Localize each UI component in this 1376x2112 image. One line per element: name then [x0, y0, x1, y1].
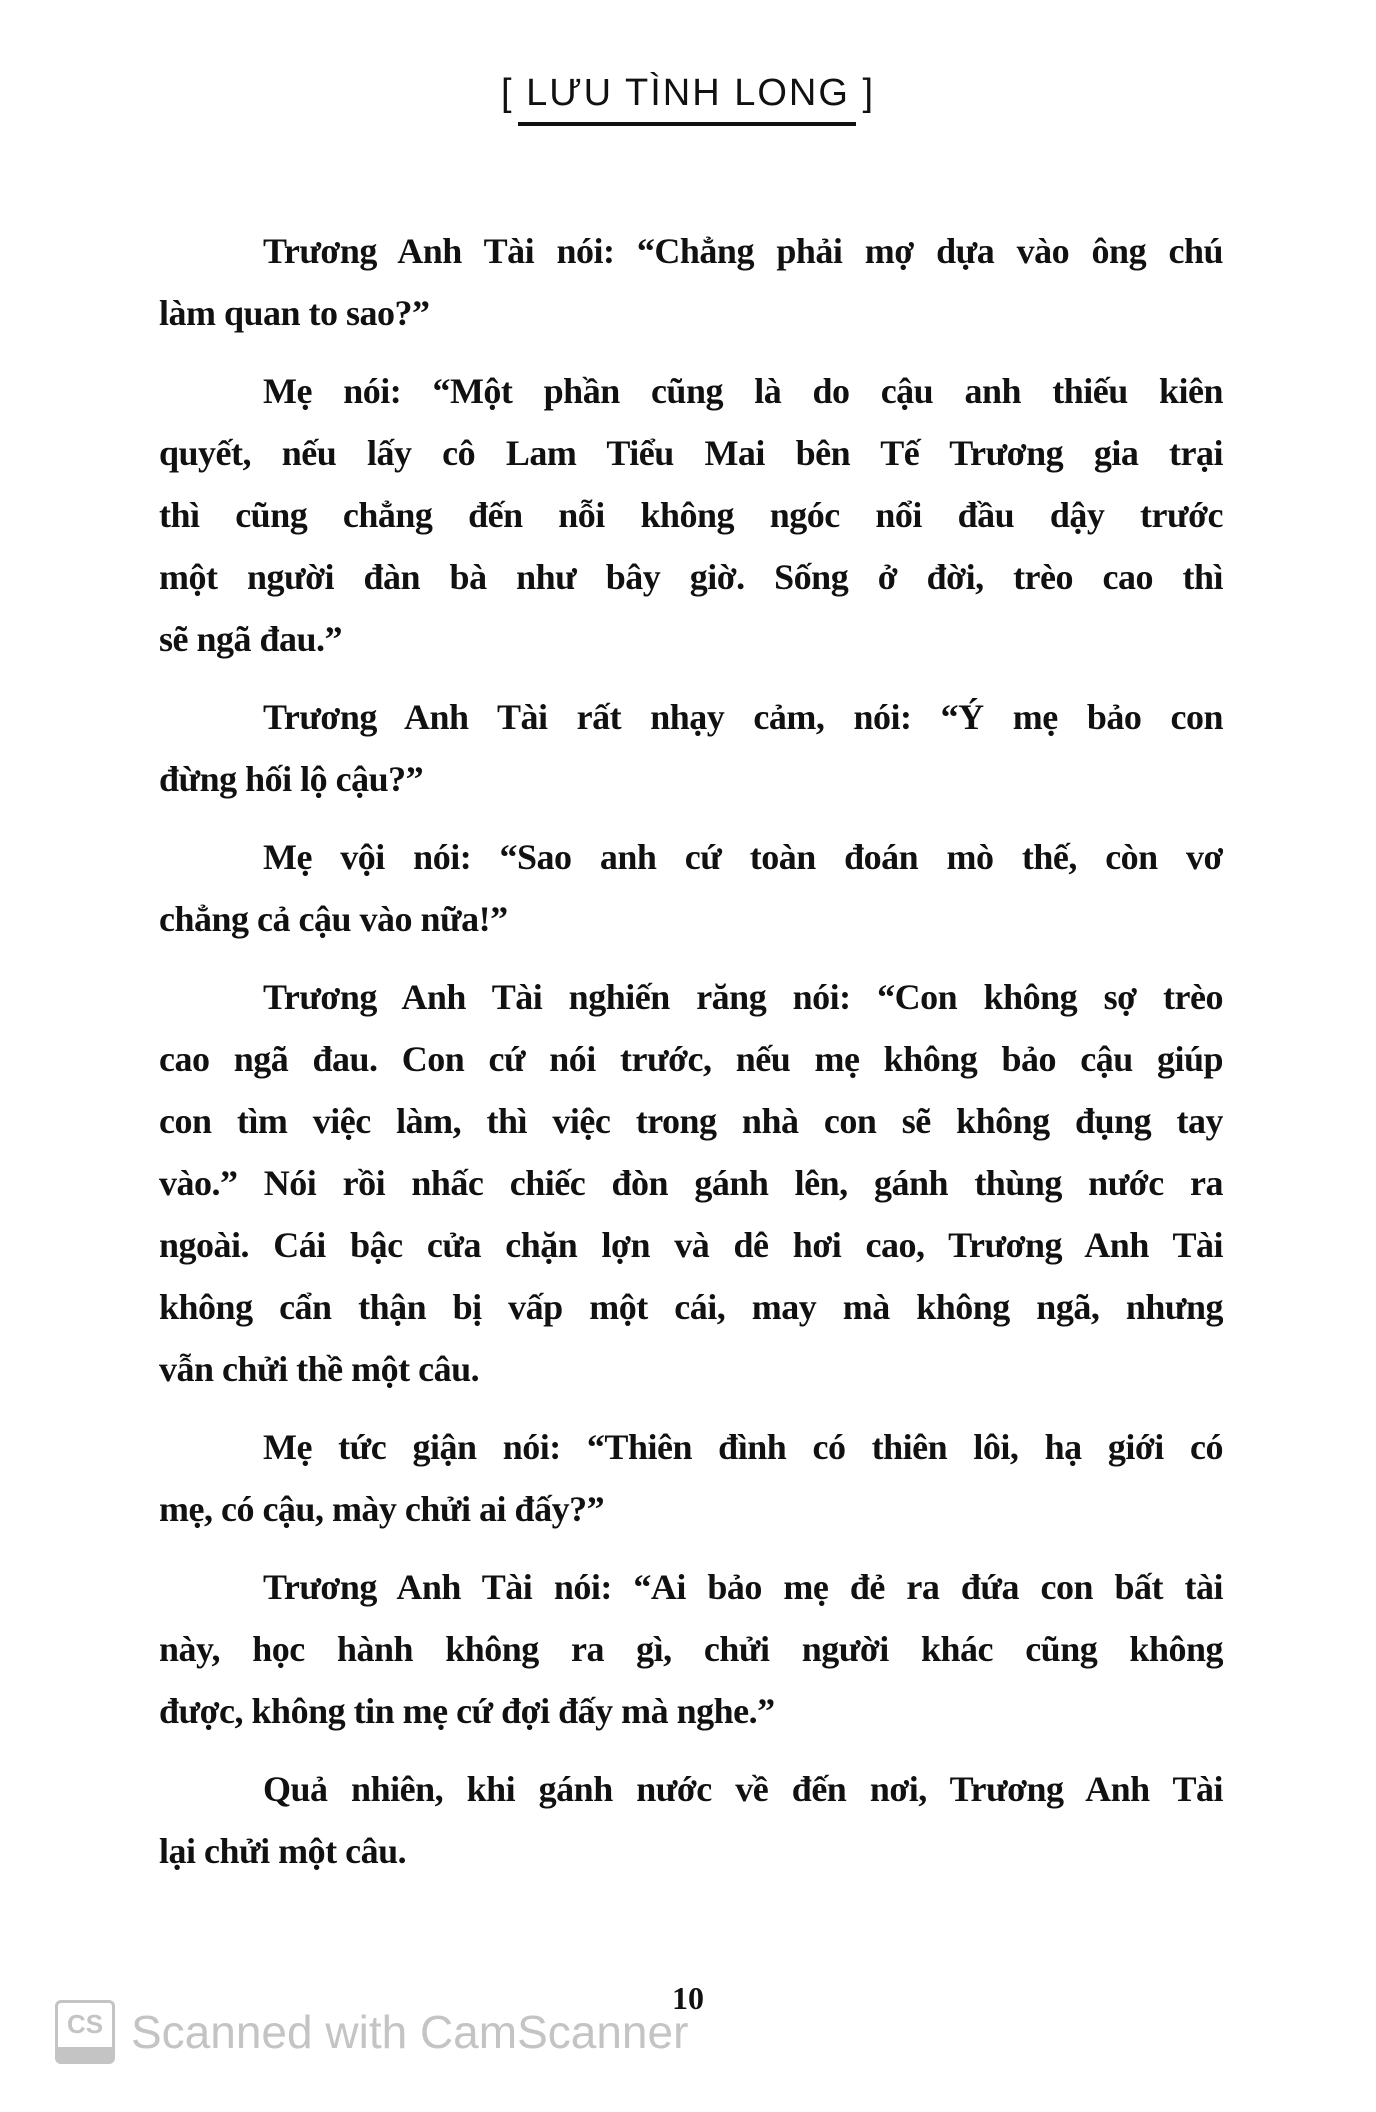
text-line: làm quan to sao?” — [159, 293, 430, 333]
text-line: một người đàn bà như bây giờ. Sống ở đời, trèo cao thì — [159, 557, 1223, 597]
text-line: quyết, nếu lấy cô Lam Tiểu Mai bên Tế Trương gia trại — [159, 433, 1223, 473]
paragraph — [159, 1758, 1223, 1882]
text-line: Mẹ vội nói: “Sao anh cứ toàn đoán mò thế, còn vơ — [263, 837, 1223, 877]
text-line: sẽ ngã đau.” — [159, 619, 343, 659]
text-line: chẳng cả cậu vào nữa!” — [159, 899, 508, 939]
camscanner-logo-icon — [55, 2000, 115, 2064]
text-line: lại chửi một câu. — [159, 1831, 407, 1871]
header-rule — [518, 122, 856, 126]
watermark-text: Scanned with CamScanner — [131, 2006, 689, 2058]
text-line: vẫn chửi thề một câu. — [159, 1349, 480, 1389]
text-line: mẹ, có cậu, mày chửi ai đấy?” — [159, 1489, 605, 1529]
text-line: Trương Anh Tài nói: “Chẳng phải mợ dựa vào ông chú — [263, 231, 1223, 271]
text-line: thì cũng chẳng đến nỗi không ngóc nổi đầu dậy trước — [159, 495, 1223, 535]
camscanner-watermark — [55, 2000, 688, 2064]
text-line: Quả nhiên, khi gánh nước về đến nơi, Trương Anh Tài — [263, 1769, 1223, 1809]
text-line: con tìm việc làm, thì việc trong nhà con sẽ không đụng tay — [159, 1101, 1223, 1141]
text-line: Trương Anh Tài rất nhạy cảm, nói: “Ý mẹ bảo con — [263, 697, 1223, 737]
text-line: không cẩn thận bị vấp một cái, may mà không ngã, nhưng — [159, 1287, 1223, 1327]
text-line: Trương Anh Tài nghiến răng nói: “Con không sợ trèo — [263, 977, 1223, 1017]
paragraph — [159, 966, 1223, 1400]
text-line: được, không tin mẹ cứ đợi đấy mà nghe.” — [159, 1691, 775, 1731]
paragraph — [159, 360, 1223, 670]
text-line: này, học hành không ra gì, chửi người khác cũng không — [159, 1629, 1223, 1669]
text-line: Mẹ nói: “Một phần cũng là do cậu anh thiếu kiên — [263, 371, 1223, 411]
text-line: Trương Anh Tài nói: “Ai bảo mẹ đẻ ra đứa con bất tài — [263, 1567, 1223, 1607]
paragraph — [159, 220, 1223, 344]
page-number: 10 — [672, 1980, 704, 2016]
paragraph — [159, 826, 1223, 950]
running-header: [ LƯU TÌNH LONG ] — [500, 72, 876, 114]
watermark-logo-text: CS — [66, 2009, 104, 2039]
paragraph — [159, 1556, 1223, 1742]
text-line: cao ngã đau. Con cứ nói trước, nếu mẹ không bảo cậu giúp — [159, 1039, 1223, 1079]
text-line: đừng hối lộ cậu?” — [159, 759, 424, 799]
text-line: ngoài. Cái bậc cửa chặn lợn và dê hơi cao, Trương Anh Tài — [159, 1225, 1223, 1265]
paragraph — [159, 686, 1223, 810]
paragraph — [159, 1416, 1223, 1540]
text-line: vào.” Nói rồi nhấc chiếc đòn gánh lên, gánh thùng nước ra — [159, 1163, 1223, 1203]
text-line: Mẹ tức giận nói: “Thiên đình có thiên lôi, hạ giới có — [263, 1427, 1223, 1467]
page-body — [159, 220, 1223, 1898]
